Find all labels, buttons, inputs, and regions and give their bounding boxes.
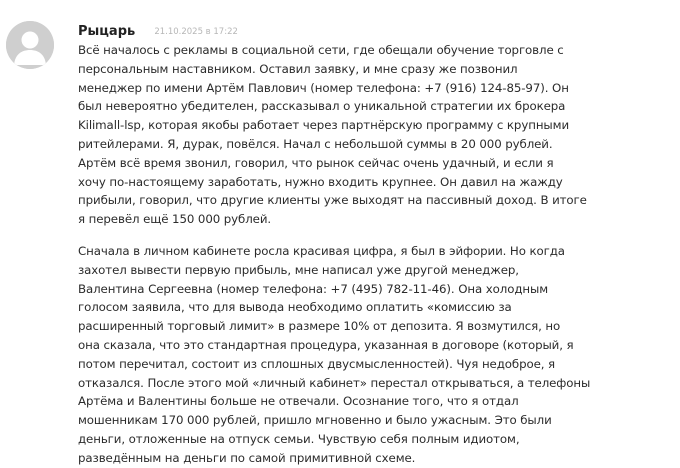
text-line: разведённым на деньги по самой примитивной схеме. bbox=[78, 450, 416, 465]
comment-paragraph bbox=[78, 242, 593, 468]
comment-body bbox=[78, 41, 593, 468]
comment-date: 21.10.2025 в 17:22 bbox=[154, 27, 238, 37]
text-line: расширенный торговый лимит» в размере 10% от депозита. Я возмутился, но bbox=[78, 319, 561, 334]
comment-paragraph bbox=[78, 41, 593, 229]
comment-header bbox=[78, 20, 238, 39]
text-line: Сначала в личном кабинете росла красивая цифра, я был в эйфории. Но когда bbox=[78, 243, 565, 258]
text-line: прибыли, говорил, что другие клиенты уже выходят на пассивный доход. В итоге bbox=[78, 193, 587, 208]
text-line: Артёма и Валентины больше не отвечали. Осознание того, что я отдал bbox=[78, 394, 519, 409]
text-line: персональным наставником. Оставил заявку, и мне сразу же позвонил bbox=[78, 61, 518, 76]
text-line: ритейлерами. Я, дурак, повёлся. Начал с небольшой суммы в 20 000 рублей. bbox=[78, 136, 553, 151]
text-line: голосом заявила, что для вывода необходимо оплатить «комиссию за bbox=[78, 300, 512, 315]
comment-author[interactable]: Рыцарь bbox=[78, 24, 136, 39]
text-line: деньги, отложенные на отпуск семьи. Чувствую себя полным идиотом, bbox=[78, 431, 520, 446]
text-line: хочу по-настоящему заработать, нужно входить крупнее. Он давил на жажду bbox=[78, 174, 563, 189]
text-line: Kilimall-lsp, которая якобы работает через партнёрскую программу с крупными bbox=[78, 118, 570, 133]
text-line: отказался. После этого мой «личный кабинет» перестал открываться, а телефоны bbox=[78, 375, 591, 390]
text-line: был невероятно убедителен, рассказывал о уникальной стратегии их брокера bbox=[78, 99, 566, 114]
text-line: Артём всё время звонил, говорил, что рынок сейчас очень удачный, и если я bbox=[78, 155, 554, 170]
text-line: я перевёл ещё 150 000 рублей. bbox=[78, 212, 272, 227]
text-line: менеджер по имени Артём Павлович (номер телефона: +7 (916) 124-85-97). Он bbox=[78, 80, 569, 95]
text-line: Всё началось с рекламы в социальной сети, где обещали обучение торговле с bbox=[78, 43, 564, 57]
text-line: Валентина Сергеевна (номер телефона: +7 (495) 782-11-46). Она холодным bbox=[78, 281, 549, 296]
text-line: потом перечитал, состоит из сплошных двусмысленностей). Чуя недоброе, я bbox=[78, 356, 556, 371]
default-user-avatar-icon bbox=[6, 21, 54, 69]
text-line: захотел вывести первую прибыль, мне написал уже другой менеджер, bbox=[78, 262, 519, 277]
text-line: она сказала, что это стандартная процедура, указанная в договоре (который, я bbox=[78, 337, 574, 352]
avatar bbox=[6, 21, 54, 69]
text-line: мошенникам 170 000 рублей, пришло мгновенно и было ужасным. Это были bbox=[78, 413, 552, 428]
